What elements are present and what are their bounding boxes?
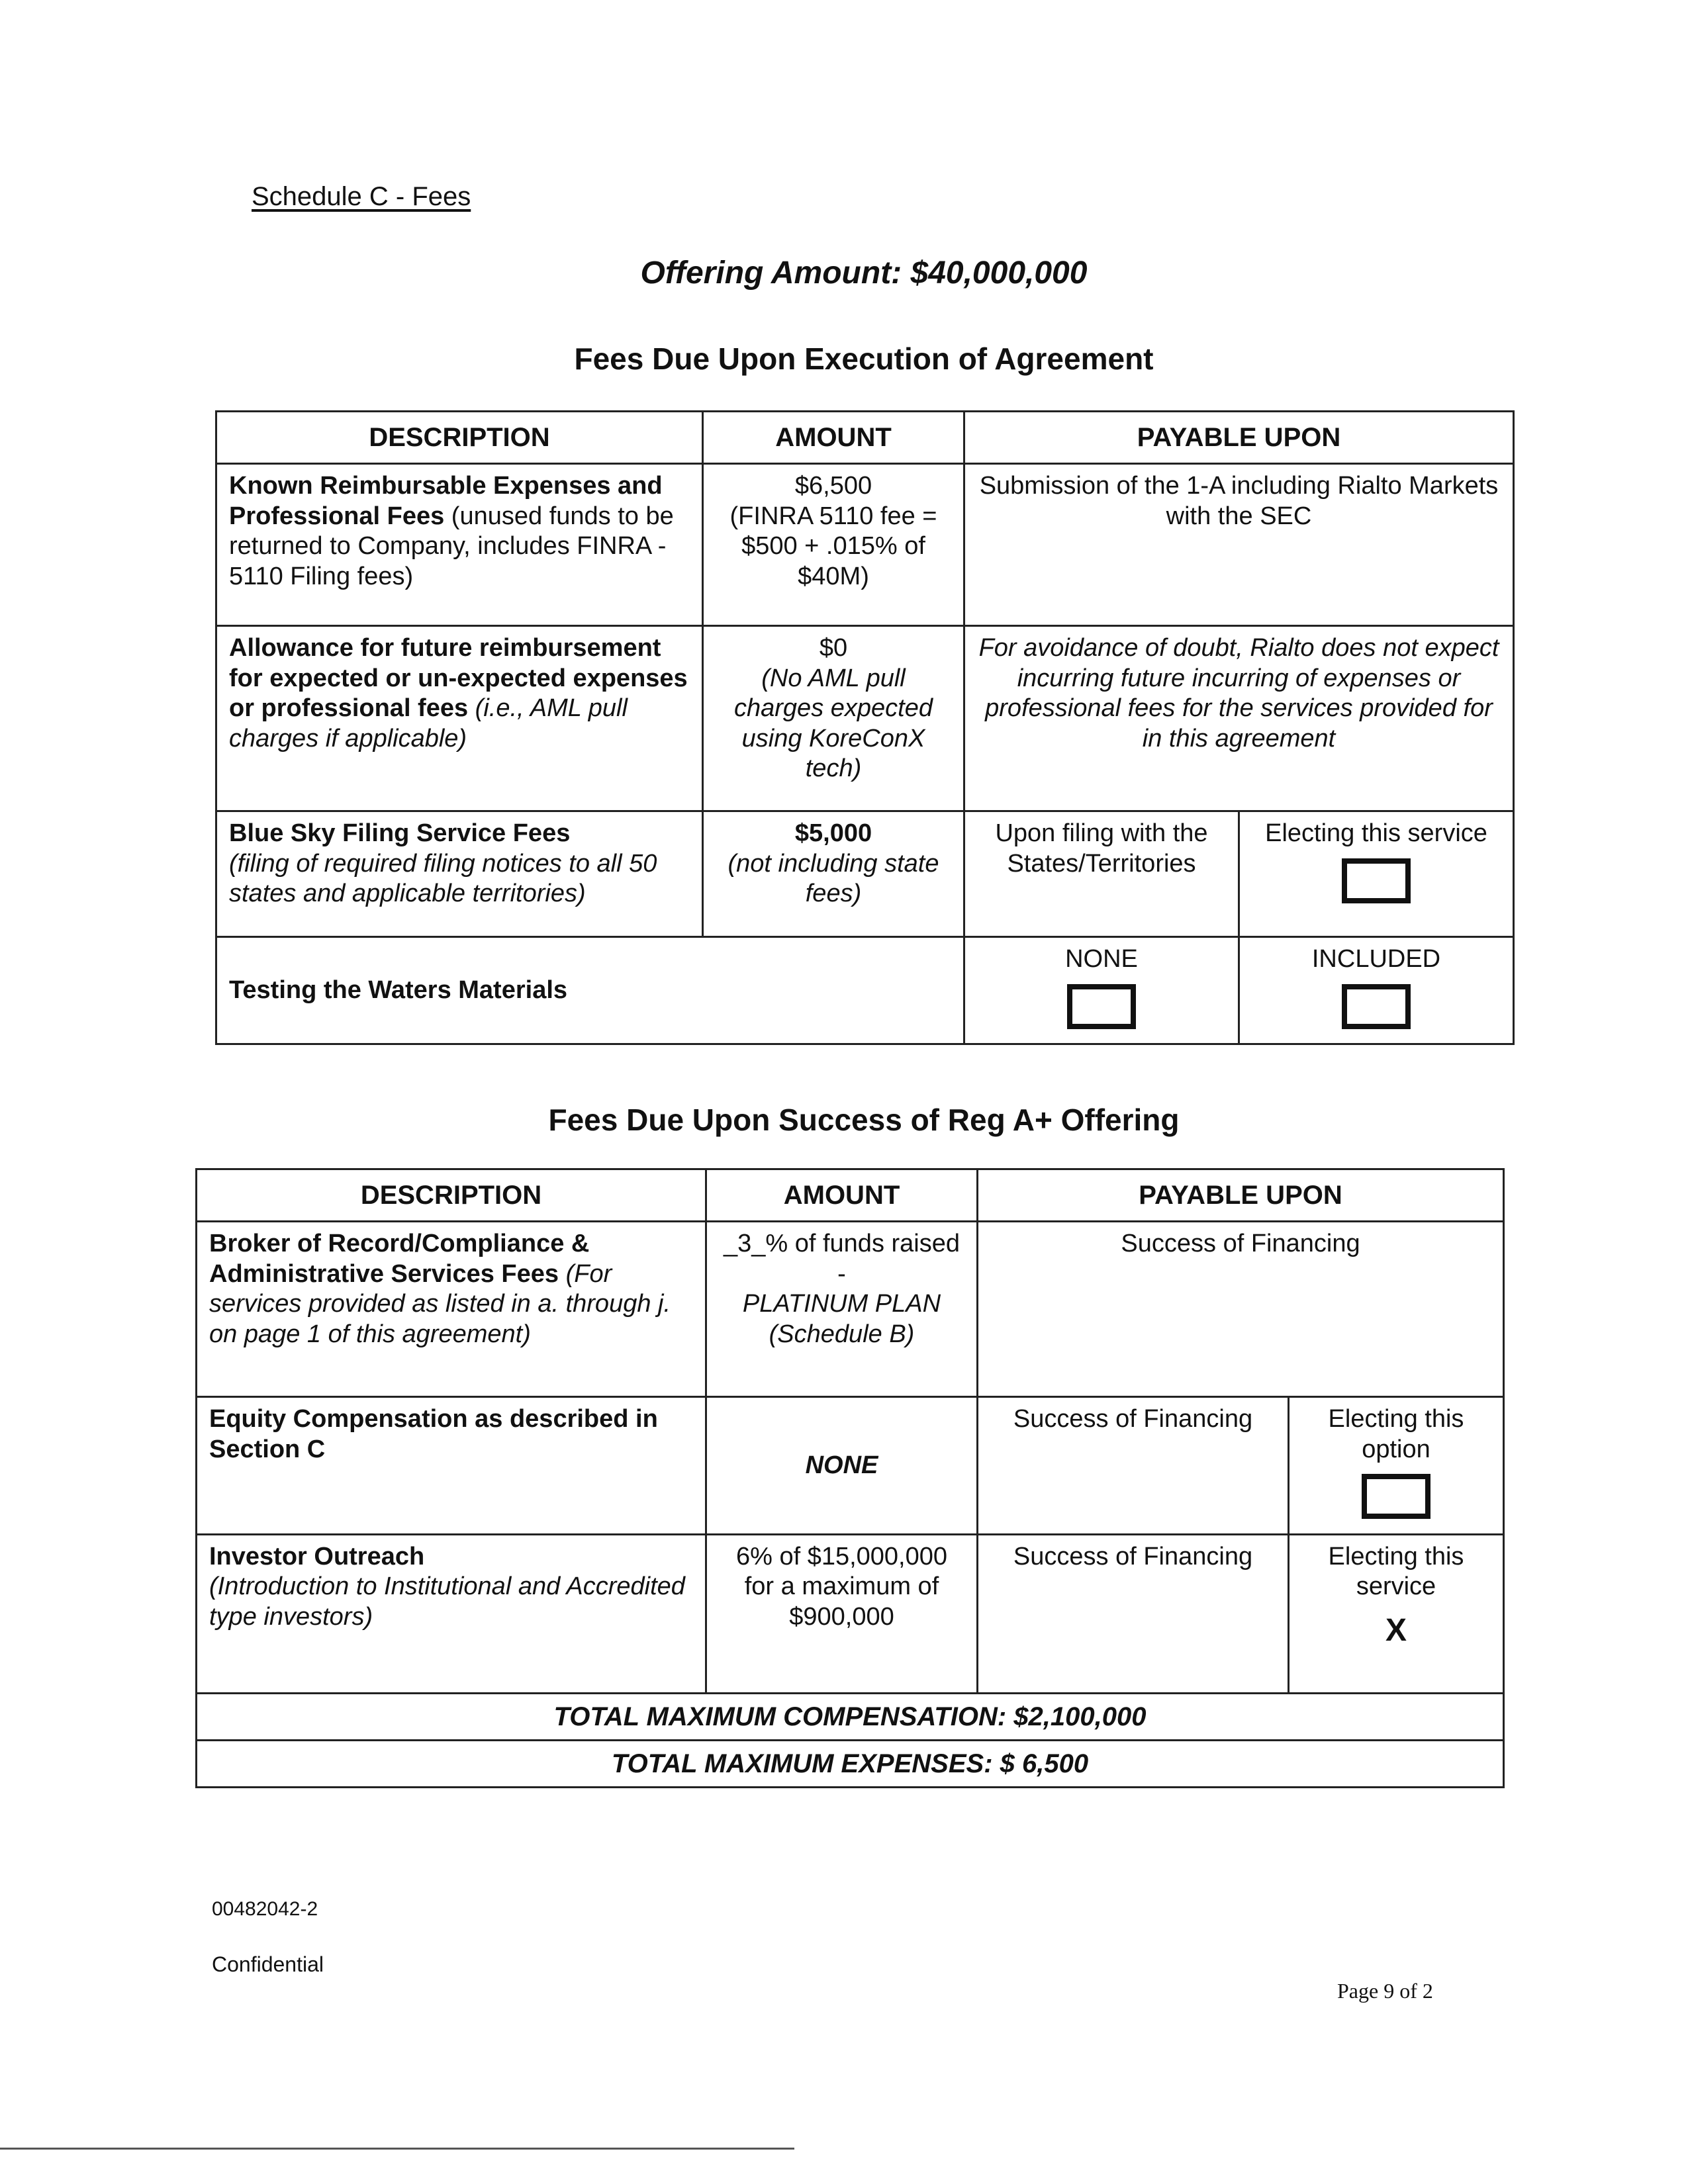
desc-rest: (unused funds to be returned to Company, includes FINRA - 5110 Filing fees): [229, 502, 674, 590]
row-description: [197, 1534, 706, 1693]
option-included-cell: [1239, 937, 1514, 1044]
desc-bold: Known Reimbursable Expenses and Professional Fees: [229, 472, 663, 530]
electing-cell: [1239, 811, 1514, 937]
col-payable-upon: PAYABLE UPON: [964, 412, 1514, 464]
table-row: [216, 937, 1514, 1044]
x-mark: X: [1385, 1612, 1407, 1648]
desc-bold: Investor Outreach: [209, 1542, 425, 1570]
row-description: [216, 811, 703, 937]
desc-italic: (Introduction to Institutional and Accredited type investors): [209, 1572, 685, 1631]
offering-amount: Offering Amount: $40,000,000: [640, 255, 1088, 291]
row-payable: Success of Financing: [978, 1534, 1289, 1693]
electing-label: Electing this service: [1265, 819, 1487, 847]
col-description: DESCRIPTION: [197, 1169, 706, 1222]
document-id: 00482042-2: [212, 1898, 318, 1920]
total-expenses-row: [197, 1740, 1504, 1787]
desc-bold: Broker of Record/Compliance & Administrative Services Fees: [209, 1230, 590, 1288]
amount-note: (FINRA 5110 fee = $500 + .015% of $40M): [729, 502, 937, 590]
electing-label: Electing this option: [1328, 1405, 1464, 1463]
col-description: DESCRIPTION: [216, 412, 703, 464]
electing-cell: [1289, 1397, 1504, 1535]
desc-italic: (For services provided as listed in a. through j. on page 1 of this agreement): [209, 1259, 671, 1348]
table-header-row: [216, 412, 1514, 464]
row-amount: [706, 1222, 978, 1397]
col-amount: AMOUNT: [706, 1169, 978, 1222]
row-amount: [703, 626, 964, 811]
electing-cell: [1289, 1534, 1504, 1693]
row-payable: Success of Financing: [978, 1222, 1504, 1397]
equity-comp-checkbox[interactable]: [1362, 1474, 1430, 1519]
amount-note: (Schedule B): [769, 1320, 915, 1348]
blue-sky-checkbox[interactable]: [1342, 858, 1411, 903]
confidential-label: Confidential: [212, 1952, 324, 1976]
col-amount: AMOUNT: [703, 412, 964, 464]
amount-note: (not including state fees): [727, 849, 939, 908]
row-amount: NONE: [706, 1397, 978, 1535]
page-number: Page 9 of 2: [1337, 1979, 1433, 2003]
table-row: [197, 1222, 1504, 1397]
row-payable: Success of Financing: [978, 1397, 1289, 1535]
row-amount: [703, 811, 964, 937]
row-payable: For avoidance of doubt, Rialto does not expect incurring future incurring of expenses or professional fees for the services provided for in this agreement: [964, 626, 1514, 811]
option-none-cell: [964, 937, 1239, 1044]
desc-bold: Allowance for future reimbursement for expected or un-expected expenses or professional fees: [229, 634, 688, 723]
row-payable: Submission of the 1-A including Rialto Markets with the SEC: [964, 464, 1514, 626]
row-payable: Upon filing with the States/Territories: [964, 811, 1239, 937]
amount-value: _3_% of funds raised -: [723, 1230, 960, 1288]
ttw-none-checkbox[interactable]: [1067, 984, 1136, 1029]
option-none-label: NONE: [1065, 945, 1138, 973]
total-compensation-row: [197, 1693, 1504, 1740]
row-description: [216, 464, 703, 626]
row-amount: [703, 464, 964, 626]
table-row: [216, 464, 1514, 626]
desc-italic: (filing of required filing notices to all 50 states and applicable territories): [229, 849, 657, 908]
section2-heading: Fees Due Upon Success of Reg A+ Offering: [548, 1103, 1180, 1137]
schedule-title: Schedule C - Fees: [252, 182, 471, 211]
table-row: [197, 1534, 1504, 1693]
electing-label: Electing this service: [1328, 1542, 1464, 1601]
row-description: [216, 626, 703, 811]
row-description: [197, 1222, 706, 1397]
ttw-included-checkbox[interactable]: [1342, 984, 1411, 1029]
total-expenses: TOTAL MAXIMUM EXPENSES: $ 6,500: [197, 1740, 1504, 1787]
table-row: [197, 1397, 1504, 1535]
col-payable-upon: PAYABLE UPON: [978, 1169, 1504, 1222]
total-compensation: TOTAL MAXIMUM COMPENSATION: $2,100,000: [197, 1693, 1504, 1740]
amount-note: (No AML pull charges expected using KoreConX tech): [734, 664, 933, 783]
row-description: Equity Compensation as described in Section C: [197, 1397, 706, 1535]
scan-edge-line: [0, 2148, 794, 2150]
table-header-row: [197, 1169, 1504, 1222]
amount-value: $6,500: [794, 472, 872, 500]
desc-italic: (i.e., AML pull charges if applicable): [229, 694, 628, 752]
amount-value: $5,000: [794, 819, 872, 847]
table-row: [216, 811, 1514, 937]
row-description: Testing the Waters Materials: [216, 937, 964, 1044]
success-fees-table: [195, 1168, 1505, 1788]
table-row: [216, 626, 1514, 811]
amount-value: $0: [819, 634, 848, 662]
desc-bold: Blue Sky Filing Service Fees: [229, 819, 571, 847]
option-included-label: INCLUDED: [1311, 945, 1441, 973]
section1-heading: Fees Due Upon Execution of Agreement: [574, 341, 1154, 376]
execution-fees-table: [215, 410, 1515, 1045]
row-amount: 6% of $15,000,000 for a maximum of $900,000: [706, 1534, 978, 1693]
amount-plan: PLATINUM PLAN: [742, 1290, 941, 1318]
